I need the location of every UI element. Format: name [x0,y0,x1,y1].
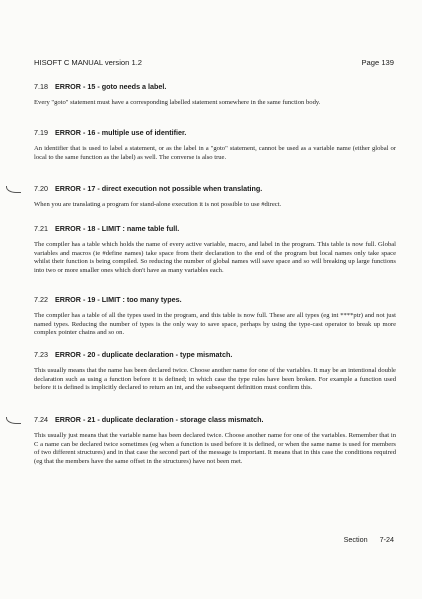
section-heading [34,128,396,137]
section-number: 7.21 [34,224,48,233]
section-title: ERROR - 20 - duplicate declaration - type mismatch. [55,350,233,359]
section-title: ERROR - 18 - LIMIT : name table full. [55,224,180,233]
section-7-22 [34,295,396,338]
section-7-21 [34,224,396,275]
section-body: Every "goto" statement must have a corresponding labelled statement somewhere in the same function body. [34,99,321,106]
section-number: 7.22 [34,295,48,304]
section-body: When you are translating a program for stand-alone execution it is not possible to use #direct. [34,201,282,208]
section-title: ERROR - 19 - LIMIT : too many types. [55,295,182,304]
page-number: Page 139 [361,58,394,67]
section-body: This usually just means that the variable name has been declared twice. Choose another name for one of the variables. Remember that in C a name can be declared twice sometimes (eg when a function is used before it is defined, or when the same name is used for members of two different structures) and in that case the second part of the message is important. It means that in this case the conditions required (eg that the members have the same offset in the structures) have not been met. [34,432,396,465]
section-number: 7.24 [34,415,48,424]
section-body: The compiler has a table of all the types used in the program, and this table is now full. These are all types (eg int ****ptr) and not just named types. Reducing the number of types is the only way to save space, perhaps by using the type-cast operator to break up more complex pointer chains and so on. [34,312,396,337]
manual-title: HISOFT C MANUAL version 1.2 [34,58,143,67]
section-body: An identifier that is used to label a statement, or as the label in a "goto" statement, cannot be used as a variable name (either global or local to the same function as the label) as well. The converse is also true. [34,145,396,161]
footer-page-number: 7-24 [379,535,394,544]
section-body: This usually means that the name has been declared twice. Choose another name for one of the variables. It may be an intentional double declaration such as using a function before it is defined; in which case the type rules have been broken. For example a function used before it is defined is implicitly declared to return an int, and the subsequent definition must confirm this. [34,367,396,392]
section-number: 7.18 [34,82,48,91]
section-number: 7.23 [34,350,48,359]
margin-pencil-mark [6,417,21,424]
section-title: ERROR - 15 - goto needs a label. [55,82,167,91]
section-body: The compiler has a table which holds the name of every active variable, macro, and label in the program. This table is now full. Global variables and macros (ie #define names) take space from their declaration to the end of the program but local names only take space whilst their function is being compiled. So reducing the number of global names will save space and so will breaking up large functions into two or more smaller ones which don't have as many variables each. [34,241,396,274]
section-heading [34,415,396,424]
section-title: ERROR - 21 - duplicate declaration - storage class mismatch. [55,415,264,424]
section-heading [34,82,396,91]
section-title: ERROR - 16 - multiple use of identifier. [55,128,187,137]
section-number: 7.19 [34,128,48,137]
section-7-20 [34,184,396,210]
section-number: 7.20 [34,184,48,193]
page-footer [344,535,394,544]
section-heading [34,350,396,359]
section-7-18 [34,82,396,108]
section-heading [34,184,396,193]
section-title: ERROR - 17 - direct execution not possible when translating. [55,184,263,193]
footer-section-label: Section [343,535,368,544]
section-heading [34,224,396,233]
section-heading [34,295,396,304]
margin-pencil-mark [6,186,21,193]
section-7-24 [34,415,396,466]
page-header [34,58,394,67]
section-7-19 [34,128,396,162]
section-7-23 [34,350,396,393]
